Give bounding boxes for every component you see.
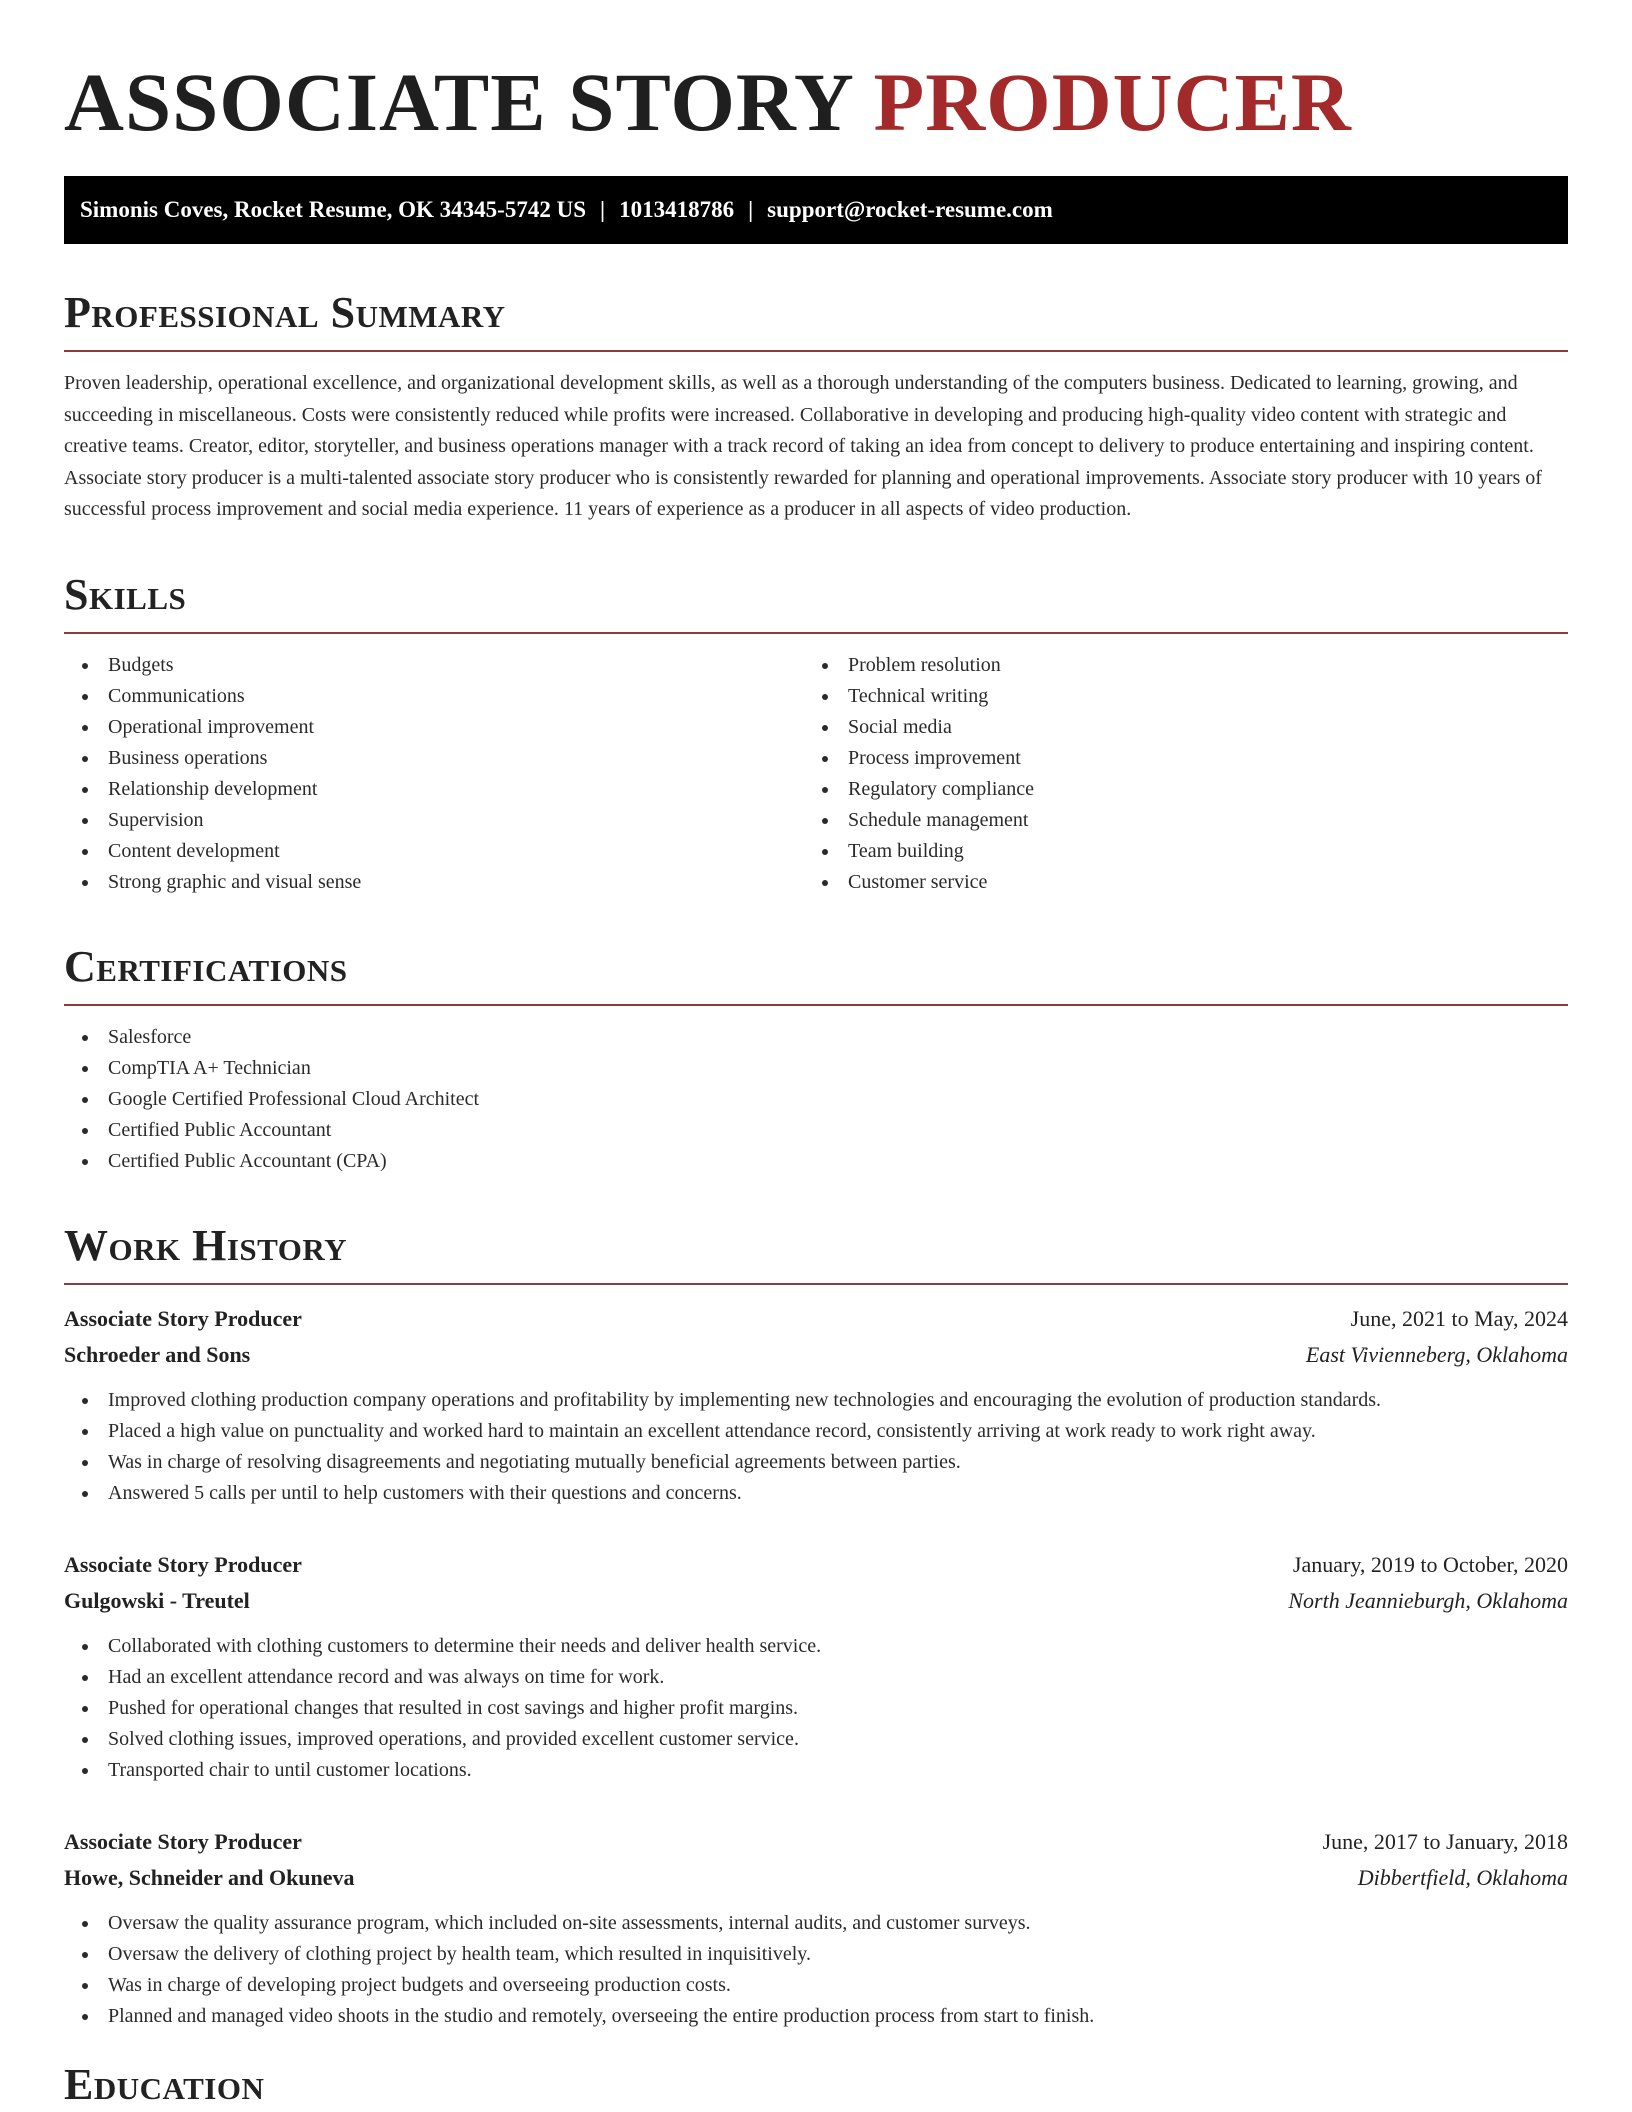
job-bullets xyxy=(64,1385,1568,1509)
job-bullet: Placed a high value on punctuality and worked hard to maintain an excellent attendance record, consistently arriving at work ready to work right away. xyxy=(64,1416,1568,1447)
contact-separator: | xyxy=(600,197,606,222)
job-dates: June, 2021 to May, 2024 xyxy=(1350,1305,1568,1331)
certifications-heading: Certifications xyxy=(64,942,1568,1006)
work-history-section xyxy=(64,1221,1568,2032)
skills-heading: Skills xyxy=(64,570,1568,634)
job-bullet: Pushed for operational changes that resulted in cost savings and higher profit margins. xyxy=(64,1693,1568,1724)
job-bullet: Was in charge of resolving disagreements and negotiating mutually beneficial agreements between parties. xyxy=(64,1447,1568,1478)
skill-item: Operational improvement xyxy=(64,712,804,743)
skill-item: Content development xyxy=(64,836,804,867)
skills-list-right xyxy=(804,650,1544,898)
job-location: Dibbertfield, Oklahoma xyxy=(1357,1864,1568,1890)
job-bullet: Was in charge of developing project budgets and overseeing production costs. xyxy=(64,1970,1568,2001)
job-company: Gulgowski - Treutel xyxy=(64,1587,250,1613)
job-dates: June, 2017 to January, 2018 xyxy=(1322,1828,1568,1854)
contact-address: Simonis Coves, Rocket Resume, OK 34345-5742 US xyxy=(80,197,586,222)
contact-phone: 1013418786 xyxy=(619,197,735,222)
summary-text: Proven leadership, operational excellence, and organizational development skills, as well as a thorough understanding of the computers business. Dedicated to learning, growing, and succeeding in miscellaneous. Costs were consistently reduced while profits were increased. Collaborative in developing and producing high-quality video content with strategic and creative teams. Creator, editor, storyteller, and business operations manager with a track record of taking an idea from concept to delivery to produce entertaining and inspiring content. Associate story producer is a multi-talented associate story producer who is consistently rewarded for planning and operational improvements. Associate story producer with 10 years of successful process improvement and social media experience. 11 years of experience as a producer in all aspects of video production. xyxy=(64,372,1542,520)
contact-bar xyxy=(64,176,1568,244)
job-company: Howe, Schneider and Okuneva xyxy=(64,1864,355,1890)
job-bullets xyxy=(64,1908,1568,2032)
skill-item: Budgets xyxy=(64,650,804,681)
job-entry xyxy=(64,1547,1568,1786)
skill-item: Relationship development xyxy=(64,774,804,805)
job-bullet: Answered 5 calls per until to help customers with their questions and concerns. xyxy=(64,1478,1568,1509)
skill-item: Technical writing xyxy=(804,681,1544,712)
job-bullets xyxy=(64,1631,1568,1786)
job-title: Associate Story Producer xyxy=(64,1551,302,1577)
job-bullet: Oversaw the quality assurance program, which included on-site assessments, internal audits, and customer surveys. xyxy=(64,1908,1568,1939)
skill-item: Schedule management xyxy=(804,805,1544,836)
contact-email: support@rocket-resume.com xyxy=(767,197,1053,222)
job-bullet: Solved clothing issues, improved operations, and provided excellent customer service. xyxy=(64,1724,1568,1755)
contact-separator: | xyxy=(748,197,754,222)
skill-item: Team building xyxy=(804,836,1544,867)
skills-section xyxy=(64,570,1568,898)
certification-item: CompTIA A+ Technician xyxy=(64,1053,1568,1084)
education-heading: Education xyxy=(64,2060,1568,2112)
skill-item: Communications xyxy=(64,681,804,712)
certifications-list xyxy=(64,1022,1568,1177)
job-bullet: Planned and managed video shoots in the studio and remotely, overseeing the entire production process from start to finish. xyxy=(64,2001,1568,2032)
job-company: Schroeder and Sons xyxy=(64,1341,251,1367)
work-history-heading: Work History xyxy=(64,1221,1568,1285)
skill-item: Social media xyxy=(804,712,1544,743)
education-section xyxy=(64,2060,1568,2112)
certification-item: Certified Public Accountant xyxy=(64,1115,1568,1146)
summary-heading: Professional Summary xyxy=(64,288,1568,352)
job-bullet: Collaborated with clothing customers to determine their needs and deliver health service. xyxy=(64,1631,1568,1662)
job-title: Associate Story Producer xyxy=(64,1305,302,1331)
skill-item: Process improvement xyxy=(804,743,1544,774)
title-primary: ASSOCIATE STORY xyxy=(64,56,852,148)
certification-item: Google Certified Professional Cloud Architect xyxy=(64,1084,1568,1115)
skill-item: Customer service xyxy=(804,867,1544,898)
job-bullet: Oversaw the delivery of clothing project by health team, which resulted in inquisitively. xyxy=(64,1939,1568,1970)
skill-item: Business operations xyxy=(64,743,804,774)
job-location: North Jeannieburgh, Oklahoma xyxy=(1288,1587,1568,1613)
job-bullet: Had an excellent attendance record and was always on time for work. xyxy=(64,1662,1568,1693)
skill-item: Supervision xyxy=(64,805,804,836)
job-entry xyxy=(64,1824,1568,2032)
skill-item: Regulatory compliance xyxy=(804,774,1544,805)
job-title: Associate Story Producer xyxy=(64,1828,302,1854)
job-entry xyxy=(64,1301,1568,1509)
certification-item: Certified Public Accountant (CPA) xyxy=(64,1146,1568,1177)
certification-item: Salesforce xyxy=(64,1022,1568,1053)
title-accent: PRODUCER xyxy=(873,56,1352,148)
certifications-section xyxy=(64,942,1568,1177)
skills-list-left xyxy=(64,650,804,898)
job-bullet: Transported chair to until customer locations. xyxy=(64,1755,1568,1786)
skill-item: Problem resolution xyxy=(804,650,1544,681)
skills-grid xyxy=(64,650,1568,898)
job-bullet: Improved clothing production company operations and profitability by implementing new technologies and encouraging the evolution of production standards. xyxy=(64,1385,1568,1416)
summary-section xyxy=(64,288,1568,526)
resume-title xyxy=(64,52,1568,152)
skill-item: Strong graphic and visual sense xyxy=(64,867,804,898)
job-location: East Vivienneberg, Oklahoma xyxy=(1305,1341,1568,1367)
job-dates: January, 2019 to October, 2020 xyxy=(1292,1551,1568,1577)
